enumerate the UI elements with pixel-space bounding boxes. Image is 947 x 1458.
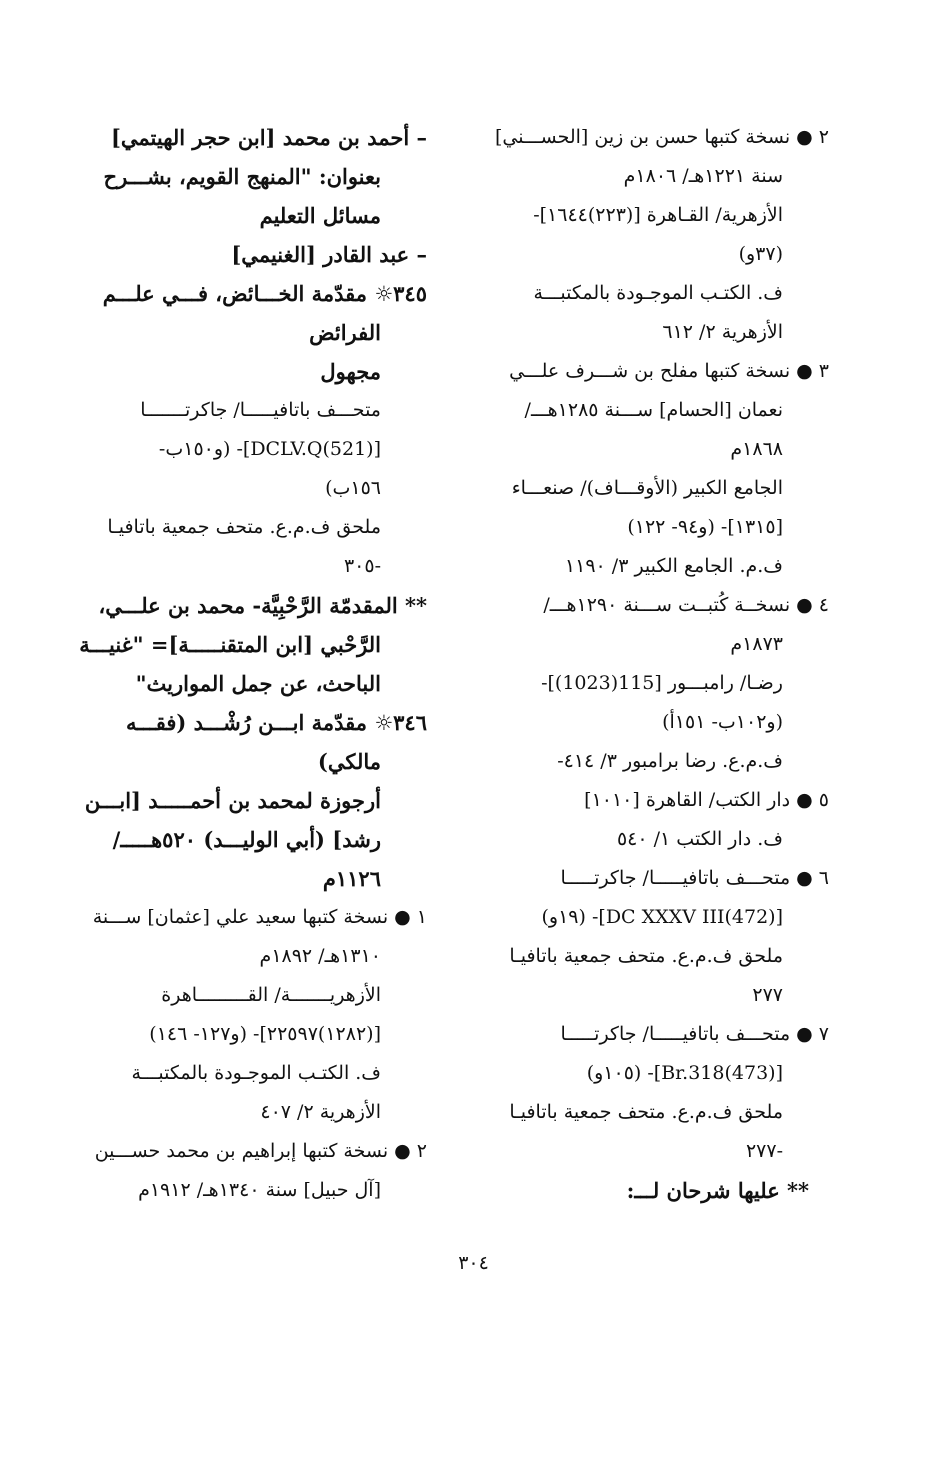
text-line: ملحق ف.م.ع. متحف جمعية باتافيـا bbox=[107, 516, 381, 538]
left-column bbox=[79, 118, 427, 1210]
text-line: ١٨٦٨م bbox=[730, 438, 783, 460]
text-line: [١٣١٥]- (و٩٤- ١٢٢) bbox=[627, 516, 783, 538]
text-line: الباحث، عن جمل المواريث" bbox=[135, 671, 381, 696]
text-line: ٢ ● نسخة كتبها حسن بن زين [الحســـني] bbox=[494, 126, 829, 148]
text-line: [(472)DC XXXV III]- (١٩و) bbox=[541, 906, 783, 928]
text-line: الأزهريـــــــة/ القـــــــــاهرة bbox=[161, 984, 381, 1006]
text-line: ١ ● نسخة كتبها سعيد علي [عثمان] ســـنة bbox=[92, 906, 427, 928]
text-line: ** عليها شرحان لـــ: bbox=[626, 1178, 809, 1203]
text-line: ف. الكتـب الموجـودة بالمكتبـــة bbox=[131, 1062, 381, 1084]
text-line: ملحق ف.م.ع. متحف جمعية باتافيـا bbox=[509, 1101, 783, 1123]
text-line: (و١٠٢ب- ١٥١أ) bbox=[662, 711, 783, 733]
text-line: الرَّحْبي [ابن المتقنـــــة]= "غنيـــة bbox=[79, 632, 381, 657]
text-line: مجهول bbox=[320, 359, 381, 384]
text-line: رشد] (أبي الوليـــد) ٥٢٠هـــــ/ bbox=[112, 827, 381, 852]
text-line: مسائل التعليم bbox=[259, 203, 381, 228]
text-line: ٣ ● نسخة كتبها مفلح بن شـــرف علـــي bbox=[509, 360, 829, 382]
right-column bbox=[469, 118, 829, 1210]
text-line: الأزهرية ٢/ ٦١٢ bbox=[662, 321, 783, 343]
text-line: الفرائض bbox=[309, 320, 381, 345]
text-line: ف. الكتـب الموجـودة بالمكتبـــة bbox=[533, 282, 783, 304]
text-line: ١٣١٠هـ/ ١٨٩٢م bbox=[259, 945, 381, 967]
text-line: [(521)DCLV.Q]- (و١٥٠ب- bbox=[158, 438, 381, 460]
text-line: ١٨٧٣م bbox=[730, 633, 783, 655]
text-line: ف.م. الجامع الكبير ٣/ ١١٩٠ bbox=[564, 555, 783, 577]
text-line: سنة ١٢٢١هـ/ ١٨٠٦م bbox=[623, 165, 783, 187]
text-line: ٢ ● نسخة كتبها إبراهيم بن محمد حســـين bbox=[94, 1140, 427, 1162]
text-line: ** المقدمّة الرَّحْبِيَّة- محمد بن علـــي، bbox=[98, 593, 427, 618]
text-line: ف.م.ع. رضا برامبور ٣/ ٤١٤- bbox=[557, 750, 783, 772]
text-line: الأزهرية ٢/ ٤٠٧ bbox=[260, 1101, 381, 1123]
text-line: -٢٧٧ bbox=[745, 1140, 783, 1162]
text-line: نعمان [الحسام] ســـنة ١٢٨٥هـــ/ bbox=[524, 399, 783, 421]
text-line: ٧ ● متحـــف باتافيـــــا/ جاكرتـــــا bbox=[560, 1023, 829, 1045]
text-line: [(473)Br.318]- (١٠٥و) bbox=[586, 1062, 783, 1084]
page-number: ٣٠٤ bbox=[458, 1252, 489, 1274]
text-line: -٣٠٥ bbox=[343, 555, 381, 577]
text-line: ٣٤٥☼ مقدّمة الخـــائض، فـــي علـــم bbox=[102, 281, 427, 306]
text-line: [(١٢٨٢)٢٢٥٩٧]- (و١٢٧- ١٤٦) bbox=[149, 1023, 381, 1045]
text-line: (٣٧و) bbox=[738, 243, 783, 265]
text-line: ملحق ف.م.ع. متحف جمعية باتافيـا bbox=[509, 945, 783, 967]
text-line: ٢٧٧ bbox=[752, 984, 783, 1006]
text-line: – عبد القادر [الغنيمي] bbox=[231, 242, 427, 267]
text-line: [آل حبيل] سنة ١٣٤٠هـ/ ١٩١٢م bbox=[138, 1179, 381, 1201]
text-line: رضـا/ رامبـــور [115(1023)]- bbox=[541, 672, 783, 694]
text-line: أرجوزة لمحمد بن أحمـــــد [ابـــن bbox=[84, 788, 381, 813]
text-line: متحـــف باتافيـــــا/ جاكرتـــــــا bbox=[140, 399, 381, 421]
text-line: الجامع الكبير (الأوقـــاف)/ صنعـــاء bbox=[511, 477, 783, 499]
text-line: ٤ ● نسخــة كُتبــت ســـنة ١٢٩٠هـــ/ bbox=[543, 594, 829, 616]
text-line: ف. دار الكتب ١/ ٥٤٠ bbox=[616, 828, 783, 850]
text-line: الأزهرية/ القـاهرة [(٢٢٣)١٦٤٤]- bbox=[533, 204, 783, 226]
text-line: ١١٢٦م bbox=[322, 866, 381, 891]
text-line: بعنوان: "المنهج القويم، بشـــرح bbox=[103, 164, 381, 189]
text-line: ٥ ● دار الكتب/ القاهرة [١٠١٠] bbox=[584, 789, 829, 811]
text-line: ٣٤٦☼ مقدّمة ابـــن رُشْـــد (فقـــه bbox=[126, 710, 427, 735]
text-line: – أحمد بن محمد [ابن حجر الهيتمي] bbox=[110, 125, 427, 150]
text-line: ١٥٦ب) bbox=[325, 477, 381, 499]
text-line: مالكي) bbox=[317, 749, 381, 774]
text-line: ٦ ● متحـــف باتافيـــــا/ جاكرتـــــا bbox=[560, 867, 829, 889]
